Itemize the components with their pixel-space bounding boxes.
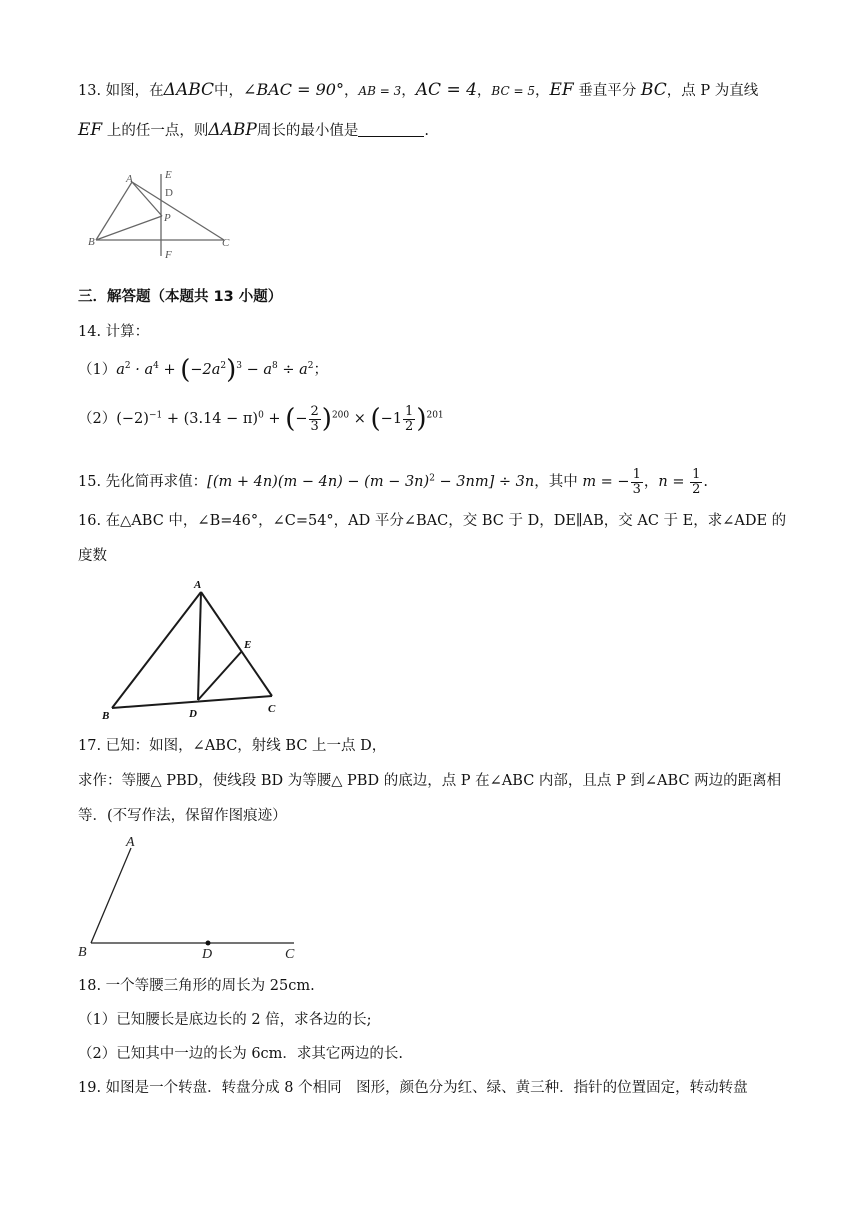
q13-figure: [88, 166, 238, 262]
segment-bc: [112, 696, 272, 708]
fraction-m: $\frac{1}{3}$: [632, 467, 641, 497]
label-b: B: [78, 945, 87, 960]
section3-title: 三．解答题（本题共 13 小题）: [78, 289, 283, 305]
segment-ab: [112, 592, 201, 708]
q16-line1: 16. 在△ABC 中，∠B=46°，∠C=54°，AD 平分∠BAC，交 BC 于 D，DE∥AB，交 AC 于 E，求∠ADE 的: [78, 513, 787, 529]
q16-figure: [98, 578, 288, 724]
label-d: D: [202, 947, 213, 962]
segment-ac: [201, 592, 272, 696]
point-d: [206, 941, 211, 946]
fraction-one-half: $\frac{1}{2}$: [405, 404, 414, 434]
answer-blank: [358, 136, 424, 137]
label-b: B: [102, 710, 110, 722]
label-d: D: [165, 187, 173, 199]
label-d: D: [189, 708, 197, 720]
q15-line: 15. 先化简再求值：$[(m + 4n)(m - 4n) - (m - 3n)^2 - 3nm] \div 3n$，其中 m = − $\frac{1}{3}$ ，n = $\frac{1}{2}$ .: [78, 467, 708, 497]
q19-line1: 19. 如图是一个转盘．转盘分成 8 个相同 图形，颜色分为红、绿、黄三种．指针的位置固定，转动转盘: [78, 1080, 748, 1096]
label-e: E: [165, 169, 172, 181]
q13-line1: 13. 如图，在ΔABC中，∠BAC = 90°，AB = 3，AC = 4，BC = 5，EF 垂直平分 BC，点 P 为直线: [78, 80, 759, 100]
label-c: C: [268, 703, 276, 715]
label-a: A: [194, 579, 202, 591]
q18-line1: 18. 一个等腰三角形的周长为 25cm.: [78, 978, 315, 994]
label-a: A: [126, 173, 133, 185]
q18-line2: （1）已知腰长是底边长的 2 倍，求各边的长;: [78, 1012, 372, 1028]
fraction-two-thirds: $\frac{2}{3}$: [310, 404, 319, 434]
segment-bp: [96, 216, 162, 240]
q17-line2: 求作：等腰△ PBD，使线段 BD 为等腰△ PBD 的底边，点 P 在∠ABC 内部，且点 P 到∠ABC 两边的距离相: [78, 773, 782, 789]
label-f: F: [165, 249, 172, 261]
label-e: E: [244, 639, 252, 651]
segment-de: [198, 651, 242, 700]
q17-figure: [72, 832, 312, 962]
segment-ad: [198, 592, 201, 700]
q16-line2: 度数: [78, 548, 107, 564]
label-c: C: [222, 237, 230, 249]
q18-line3: （2）已知其中一边的长为 6cm．求其它两边的长.: [78, 1046, 404, 1062]
segment-ab: [96, 182, 132, 240]
segment-ap: [132, 182, 162, 216]
q14-title: 14. 计算：: [78, 324, 150, 340]
label-a: A: [126, 835, 135, 850]
q17-line1: 17. 已知：如图，∠ABC，射线 BC 上一点 D，: [78, 738, 387, 754]
q14-part1: $(1)a^2 \cdot a^4 + (-2a^2)^3 - a^8 \div a^2$；: [78, 355, 329, 385]
segment-ac: [132, 182, 224, 240]
fraction-n: $\frac{1}{2}$: [692, 467, 701, 497]
q13-line2: EF 上的任一点，则ΔABP周长的最小值是 .: [78, 120, 429, 140]
label-p: P: [164, 212, 171, 224]
label-c: C: [285, 947, 295, 962]
ray-ba: [91, 848, 131, 943]
q17-line3: 等．(不写作法，保留作图痕迹）: [78, 808, 287, 824]
q14-part2: $(2)(-2)^{-1} + (3.14 - \pi)^0$ + (− $\frac{2}{3}$ )$^{200}$ × (−1 $\frac{1}{2}$ )$^{201}$: [78, 404, 444, 435]
label-b: B: [88, 236, 95, 248]
